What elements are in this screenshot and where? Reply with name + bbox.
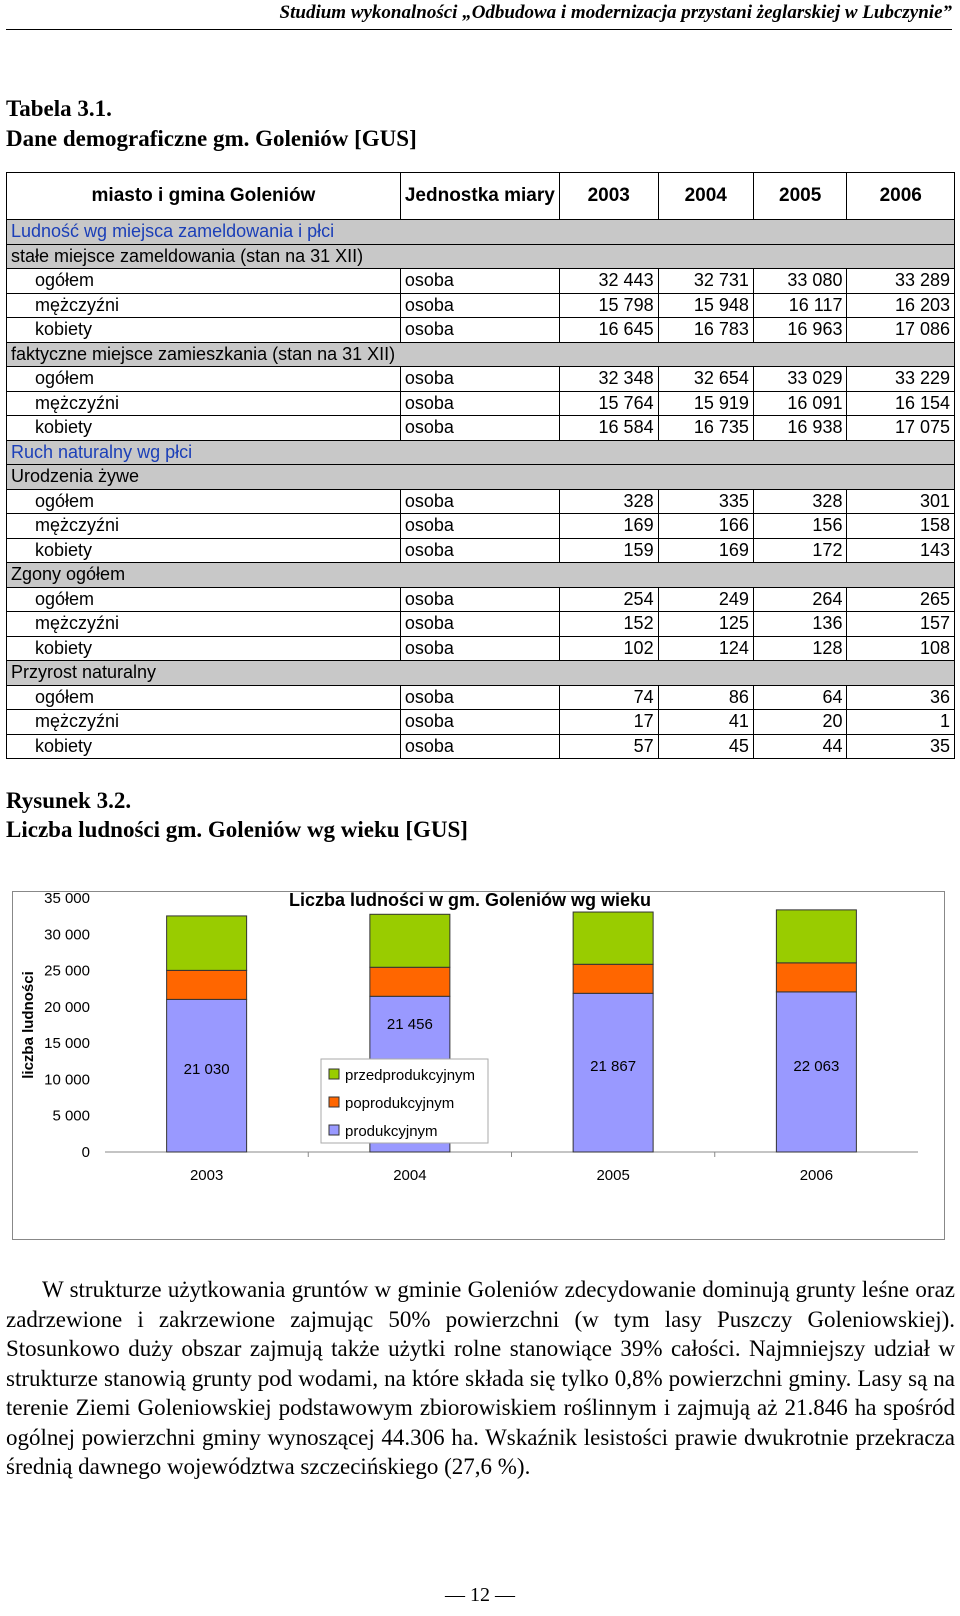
row-value: 169 <box>658 538 753 563</box>
row-value: 15 919 <box>658 391 753 416</box>
row-label: kobiety <box>7 734 401 759</box>
header-rule <box>6 29 952 30</box>
row-unit: osoba <box>400 367 559 392</box>
row-value: 64 <box>753 685 847 710</box>
row-value: 16 584 <box>559 416 658 441</box>
section-label: Urodzenia żywe <box>7 465 955 490</box>
row-value: 166 <box>658 514 753 539</box>
table-row <box>7 489 955 514</box>
table-section-row <box>7 661 955 686</box>
row-label: kobiety <box>7 318 401 343</box>
bar-segment-poprodukcyjnym <box>573 964 653 993</box>
row-label: mężczyźni <box>7 293 401 318</box>
row-value: 33 029 <box>753 367 847 392</box>
row-value: 36 <box>847 685 955 710</box>
row-value: 16 938 <box>753 416 847 441</box>
table-caption-number: Tabela 3.1. <box>6 96 112 121</box>
y-tick-label: 30 000 <box>44 926 90 944</box>
row-value: 44 <box>753 734 847 759</box>
page-number: — 12 — <box>445 1584 515 1606</box>
column-header-year: 2004 <box>658 173 753 220</box>
table-header-row <box>7 173 955 220</box>
row-value: 33 080 <box>753 269 847 294</box>
data-label: 21 030 <box>183 1061 230 1078</box>
row-unit: osoba <box>400 416 559 441</box>
row-value: 33 289 <box>847 269 955 294</box>
row-unit: osoba <box>400 710 559 735</box>
row-label: ogółem <box>7 587 401 612</box>
figure-caption-title: Liczba ludności gm. Goleniów wg wieku [GUS] <box>6 817 468 842</box>
bar-segment-poprodukcyjnym <box>370 967 450 996</box>
row-value: 20 <box>753 710 847 735</box>
section-label: Zgony ogółem <box>7 563 955 588</box>
running-header: Studium wykonalności „Odbudowa i modernizacja przystani żeglarskiej w Lubczynie” <box>279 2 952 23</box>
legend-label: produkcyjnym <box>345 1123 438 1140</box>
row-unit: osoba <box>400 612 559 637</box>
data-label: 21 456 <box>386 1016 433 1033</box>
row-value: 249 <box>658 587 753 612</box>
figure-caption-number: Rysunek 3.2. <box>6 788 132 813</box>
row-value: 32 654 <box>658 367 753 392</box>
legend-label: przedprodukcyjnym <box>345 1067 476 1084</box>
row-value: 16 091 <box>753 391 847 416</box>
demographic-table <box>6 172 955 759</box>
table-row <box>7 538 955 563</box>
row-value: 15 798 <box>559 293 658 318</box>
row-value: 16 117 <box>753 293 847 318</box>
row-value: 17 086 <box>847 318 955 343</box>
row-label: ogółem <box>7 685 401 710</box>
row-value: 301 <box>847 489 955 514</box>
table-section-row <box>7 563 955 588</box>
row-label: ogółem <box>7 367 401 392</box>
data-label: 21 867 <box>590 1058 637 1075</box>
row-value: 45 <box>658 734 753 759</box>
row-value: 328 <box>753 489 847 514</box>
row-label: kobiety <box>7 538 401 563</box>
bar-segment-przedprodukcyjnym <box>167 916 247 970</box>
y-tick-label: 35 000 <box>44 892 90 907</box>
row-value: 136 <box>753 612 847 637</box>
x-tick-label: 2003 <box>189 1167 224 1184</box>
row-unit: osoba <box>400 318 559 343</box>
table-row <box>7 587 955 612</box>
row-value: 57 <box>559 734 658 759</box>
row-value: 32 731 <box>658 269 753 294</box>
row-value: 41 <box>658 710 753 735</box>
row-value: 74 <box>559 685 658 710</box>
chart-frame <box>12 891 945 1240</box>
table-row <box>7 391 955 416</box>
row-value: 16 203 <box>847 293 955 318</box>
table-section-row <box>7 440 955 465</box>
row-value: 254 <box>559 587 658 612</box>
row-value: 16 645 <box>559 318 658 343</box>
row-value: 108 <box>847 636 955 661</box>
row-value: 1 <box>847 710 955 735</box>
y-axis-title: liczba ludności <box>20 971 37 1079</box>
table-row <box>7 293 955 318</box>
row-value: 35 <box>847 734 955 759</box>
row-value: 15 764 <box>559 391 658 416</box>
bar-segment-przedprodukcyjnym <box>370 914 450 967</box>
row-value: 143 <box>847 538 955 563</box>
row-value: 33 229 <box>847 367 955 392</box>
row-value: 264 <box>753 587 847 612</box>
y-tick-label: 15 000 <box>44 1035 90 1053</box>
table-body <box>7 220 955 759</box>
column-header-year: 2003 <box>559 173 658 220</box>
column-header-year: 2005 <box>753 173 847 220</box>
row-unit: osoba <box>400 293 559 318</box>
column-header-unit: Jednostka miary <box>400 173 559 220</box>
table-row <box>7 514 955 539</box>
table-row <box>7 612 955 637</box>
row-label: kobiety <box>7 416 401 441</box>
row-unit: osoba <box>400 734 559 759</box>
row-value: 102 <box>559 636 658 661</box>
legend-label: poprodukcyjnym <box>345 1095 455 1112</box>
row-value: 16 963 <box>753 318 847 343</box>
row-unit: osoba <box>400 587 559 612</box>
data-label: 22 063 <box>793 1058 840 1075</box>
row-value: 265 <box>847 587 955 612</box>
row-unit: osoba <box>400 685 559 710</box>
table-caption-title: Dane demograficzne gm. Goleniów [GUS] <box>6 126 417 151</box>
legend-swatch <box>329 1125 339 1135</box>
table-section-row <box>7 220 955 245</box>
row-value: 16 783 <box>658 318 753 343</box>
bar-segment-przedprodukcyjnym <box>776 910 856 963</box>
row-value: 15 948 <box>658 293 753 318</box>
row-label: mężczyźni <box>7 612 401 637</box>
row-value: 16 154 <box>847 391 955 416</box>
row-label: kobiety <box>7 636 401 661</box>
table-row <box>7 734 955 759</box>
x-tick-label: 2006 <box>799 1167 834 1184</box>
table-row <box>7 710 955 735</box>
body-paragraph: W strukturze użytkowania gruntów w gminie Goleniów zdecydowanie dominują grunty leśne oraz zadrzewione i zakrzewione zajmując 50% powierzchni (w tym lasy Puszczy Goleniowskiej). Stosunkowo duży obszar zajmują także użytki rolne stanowiące 39% całości. Najmniejszy udział w strukturze stanowią grunty pod wodami, na które składa się tylko 0,8% powierzchni gminy. Lasy są na terenie Ziemi Goleniowskiej podstawowym zbiorowiskiem roślinnym i zajmują aż 21.846 ha spośród ogólnej powierzchni gminy wynoszącej 44.306 ha. Wskaźnik lesistości prawie dwukrotnie przekracza średnią dawnego województwa szczecińskiego (27,6 %). <box>6 1277 955 1479</box>
row-value: 159 <box>559 538 658 563</box>
bar-segment-przedprodukcyjnym <box>573 912 653 964</box>
table-row <box>7 636 955 661</box>
row-unit: osoba <box>400 538 559 563</box>
age-population-chart <box>13 892 944 1239</box>
bar-segment-poprodukcyjnym <box>776 963 856 992</box>
y-tick-label: 0 <box>81 1144 90 1161</box>
table-section-row <box>7 244 955 269</box>
column-header-year: 2006 <box>847 173 955 220</box>
row-value: 86 <box>658 685 753 710</box>
table-row <box>7 685 955 710</box>
row-label: mężczyźni <box>7 391 401 416</box>
section-label: Przyrost naturalny <box>7 661 955 686</box>
row-unit: osoba <box>400 514 559 539</box>
table-row <box>7 318 955 343</box>
row-value: 125 <box>658 612 753 637</box>
legend-swatch <box>329 1069 339 1079</box>
y-tick-label: 10 000 <box>44 1071 90 1089</box>
row-value: 124 <box>658 636 753 661</box>
row-value: 157 <box>847 612 955 637</box>
y-tick-label: 20 000 <box>44 998 90 1016</box>
section-label: Ruch naturalny wg płci <box>7 440 955 465</box>
section-label: Ludność wg miejsca zameldowania i płci <box>7 220 955 245</box>
chart-title: Liczba ludności w gm. Goleniów wg wieku <box>288 892 652 910</box>
row-label: ogółem <box>7 489 401 514</box>
row-value: 17 075 <box>847 416 955 441</box>
table-section-row <box>7 342 955 367</box>
row-value: 158 <box>847 514 955 539</box>
legend-swatch <box>329 1097 339 1107</box>
y-tick-label: 5 000 <box>52 1107 90 1125</box>
row-value: 328 <box>559 489 658 514</box>
row-label: mężczyźni <box>7 710 401 735</box>
row-value: 172 <box>753 538 847 563</box>
row-label: ogółem <box>7 269 401 294</box>
row-value: 335 <box>658 489 753 514</box>
column-header: miasto i gmina Goleniów <box>7 173 401 220</box>
table-row <box>7 416 955 441</box>
row-value: 169 <box>559 514 658 539</box>
y-tick-label: 25 000 <box>44 962 90 980</box>
row-label: mężczyźni <box>7 514 401 539</box>
bar-segment-poprodukcyjnym <box>167 970 247 999</box>
row-unit: osoba <box>400 636 559 661</box>
row-value: 32 348 <box>559 367 658 392</box>
table-section-row <box>7 465 955 490</box>
x-tick-label: 2005 <box>596 1167 630 1184</box>
row-value: 128 <box>753 636 847 661</box>
row-unit: osoba <box>400 489 559 514</box>
row-value: 152 <box>559 612 658 637</box>
row-value: 16 735 <box>658 416 753 441</box>
section-label: stałe miejsce zameldowania (stan na 31 XII) <box>7 244 955 269</box>
row-unit: osoba <box>400 269 559 294</box>
row-unit: osoba <box>400 391 559 416</box>
row-value: 156 <box>753 514 847 539</box>
x-tick-label: 2004 <box>393 1167 427 1184</box>
row-value: 32 443 <box>559 269 658 294</box>
table-row <box>7 269 955 294</box>
table-row <box>7 367 955 392</box>
section-label: faktyczne miejsce zamieszkania (stan na 31 XII) <box>7 342 955 367</box>
row-value: 17 <box>559 710 658 735</box>
